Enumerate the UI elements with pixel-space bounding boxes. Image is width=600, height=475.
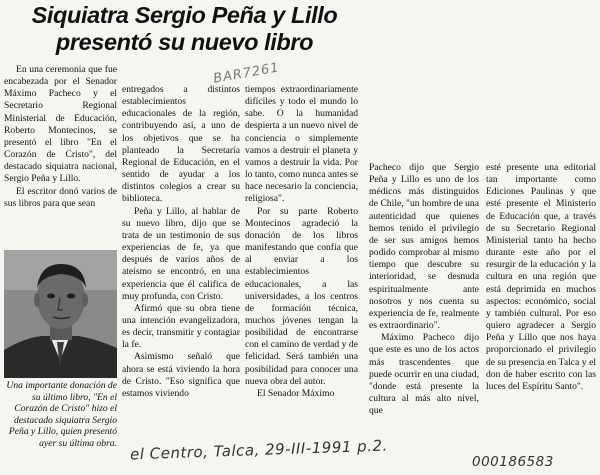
paragraph: En una ceremonia que fue encabezada por el Senador Máximo Pacheco y el Secretario Regional Ministerial de Educación, Roberto Montecinos, se presentó el libro "En el Corazón de Cristo", del destacado siquiatra nacional, Sergio Peña y Lillo. — [4, 64, 117, 185]
headline-line-2: presentó su nuevo libro — [55, 29, 314, 55]
author-photo — [4, 250, 117, 378]
portrait-image — [4, 250, 117, 378]
photo-caption: Una importante donación de su último libro, "En el Corazón de Cristo" hizo el destacado siquiatra Sergio Peña y Lillo, quien presentó ayer su última obra. — [6, 380, 117, 449]
document-id-annotation: 000186583 — [472, 454, 554, 470]
paragraph: esté presente una editorial tan importante como Ediciones Paulinas y que esté presente el Ministerio de Educación que, a través de su Secretario Regional Ministerial tanto ha hecho durante este año por el resurgir de la educación y la cultura en una región que está deprimida en muchos aspectos: económico, social y también cultural. Por eso quiero agradecer a Sergio Peña y Lillo que nos haya proporcionado el privilegio de su presencia en Talca y el don de haber escrito con las luces del Espíritu Santo". — [486, 162, 596, 392]
paragraph: tiempos extraordinariamente difíciles y todo el mundo lo sabe. O la humanidad despierta a un nuevo nivel de conciencia o simplemente vamos a destruir el planeta y vamos a destruir la vida. Por lo tanto, como nunca antes se hace necesario la conciencia, religiosa". — [245, 84, 358, 205]
headline — [12, 2, 357, 56]
paragraph: Pacheco dijo que Sergio Peña y Lillo es uno de los médicos más distinguidos de Chile, "un hombre de una autenticidad que quienes hemos tenido el privilegio de ser sus amigos hemos podido comprobar al mismo tiempo que descubre su interioridad, se desnuda espiritualmente ante nosotros y nos cuenta su experiencia de fe, realmente es extraordinario". — [369, 162, 479, 332]
paragraph: El Senador Máximo — [257, 387, 335, 399]
paragraph: Asimismo señaló que ahora se está viviendo la hora de Cristo. "Eso significa que estamos viviendo — [122, 351, 240, 399]
article-column-1 — [4, 64, 117, 210]
paragraph: El escritor donó varios de sus libros para que sean — [4, 185, 117, 209]
article-column-4 — [369, 162, 479, 417]
article-column-2 — [122, 84, 240, 400]
headline-line-1: Siquiatra Sergio Peña y Lillo — [31, 2, 338, 28]
paragraph: Afirmó que su obra tiene una intención evangelizadora, es decir, transmitir y contagiar la fe. — [122, 302, 240, 351]
paragraph: Máximo Pacheco dijo que este es uno de los actos más trascendentes que puede ocurrir en una ciudad, "donde está presente la cultura al más alto nivel, que — [369, 332, 479, 417]
paragraph: Peña y Lillo, al hablar de su nuevo libro, dijo que se trata de un testimonio de sus experiencias de fe, ya que después de varios años de ateísmo se encontró, en una experiencia que él califica de muy profunda, con Cristo. — [122, 205, 240, 302]
source-annotation: el Centro, Talca, 29-III-1991 p.2. — [129, 436, 389, 464]
article-column-5 — [486, 162, 596, 393]
archive-code-annotation: BAR7261 — [212, 60, 281, 87]
article-column-3 — [245, 84, 358, 400]
paragraph: entregados a distintos establecimientos educacionales de la región, contribuyendo así, a uno de los objetivos que se ha planteado la Secretaría Regional de Educación, en el sentido de ayudar a los distintos colegios a crear su biblioteca. — [122, 84, 240, 205]
paragraph: Por su parte Roberto Montecinos agradeció la donación de los libros manifestando que confía que al enviar a los establecimientos educacionales, a las universidades, a los centros de formación técnica, muchos jóvenes tengan la posibilidad de encontrarse con el camino de verdad y de felicidad. Será también una posibilidad para conocer una nueva obra del autor. — [245, 205, 358, 387]
